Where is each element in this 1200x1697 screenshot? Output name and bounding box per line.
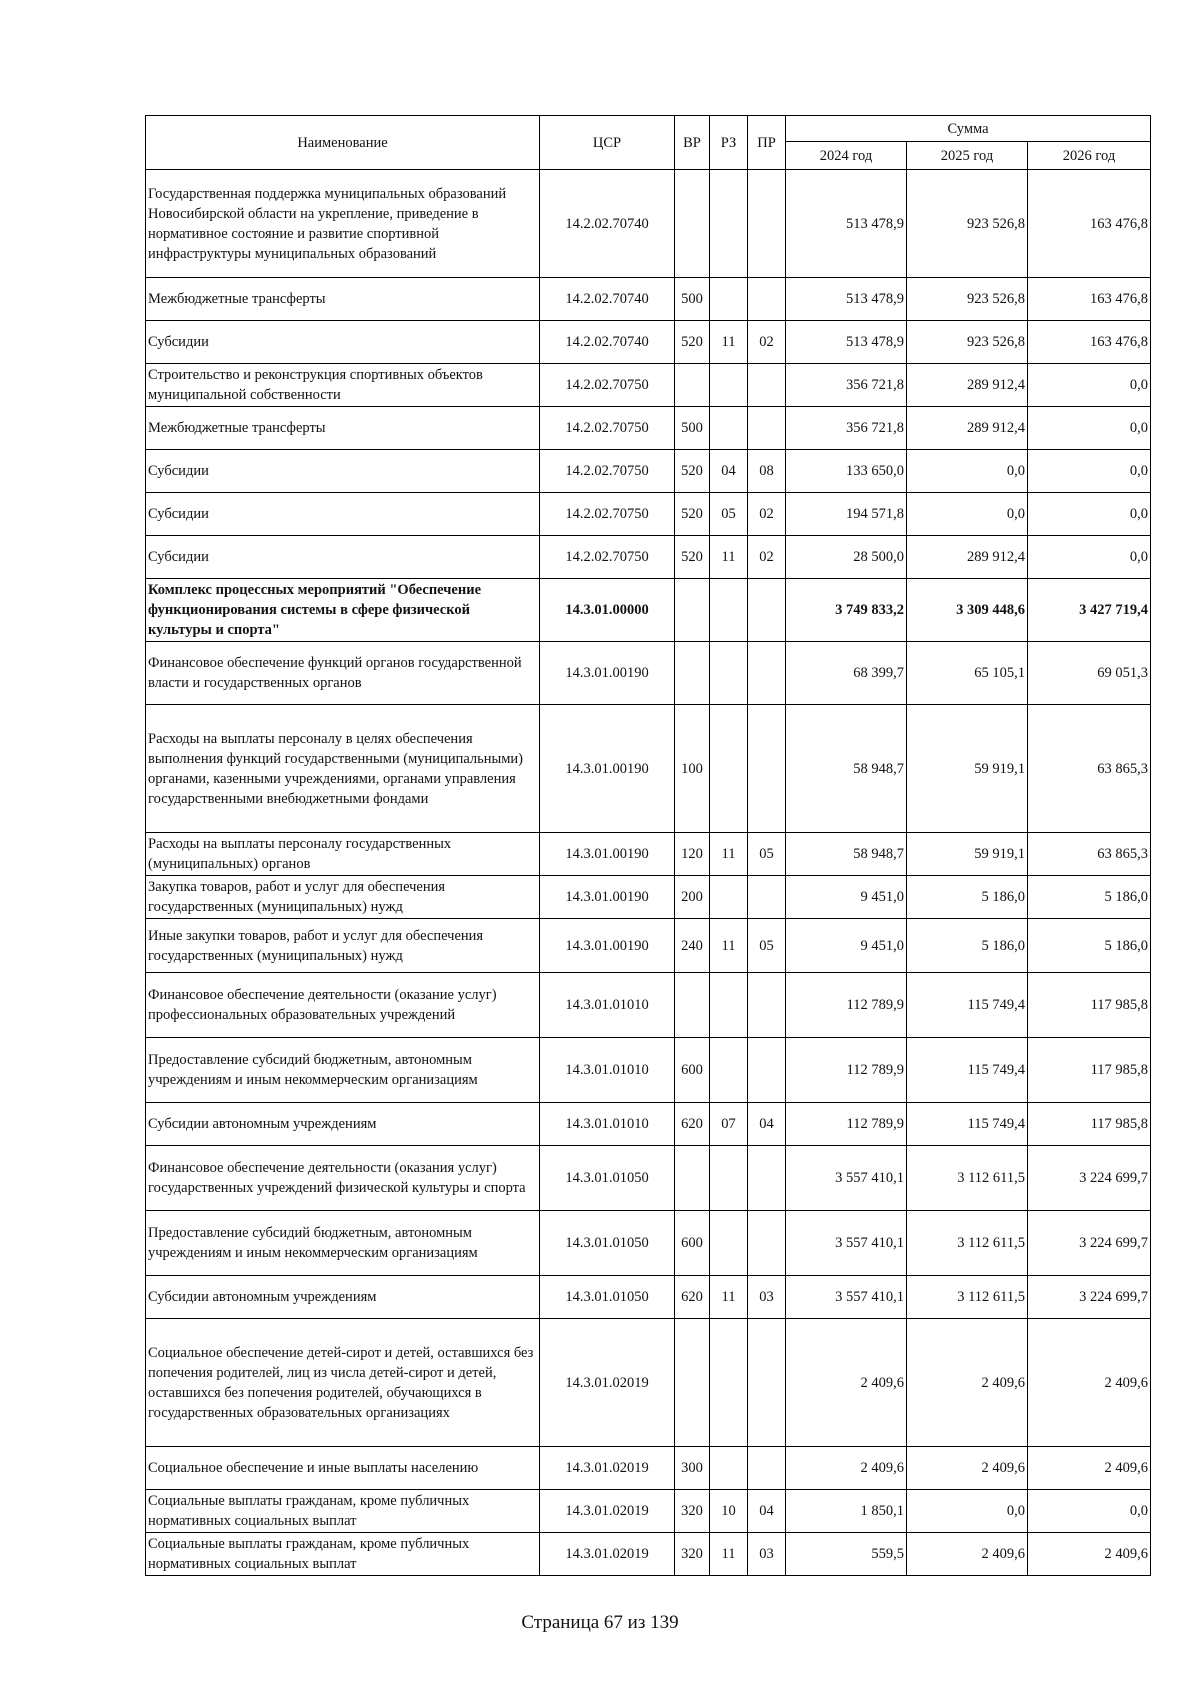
cell-pr: 02: [748, 493, 786, 536]
table-row: [146, 833, 1151, 876]
cell-csr: 14.3.01.00190: [540, 876, 675, 919]
cell-csr: 14.3.01.02019: [540, 1490, 675, 1533]
budget-table: [145, 115, 1151, 1576]
cell-name: Субсидии: [146, 493, 540, 536]
cell-name: Финансовое обеспечение деятельности (оказание услуг) профессиональных образовательных учреждений: [146, 973, 540, 1038]
cell-csr: 14.3.01.01050: [540, 1276, 675, 1319]
cell-y2: 0,0: [907, 450, 1028, 493]
cell-rz: [710, 579, 748, 642]
cell-csr: 14.3.01.00190: [540, 642, 675, 705]
cell-y2: 2 409,6: [907, 1533, 1028, 1576]
cell-csr: 14.3.01.00190: [540, 919, 675, 973]
cell-rz: [710, 705, 748, 833]
cell-rz: [710, 876, 748, 919]
cell-y2: 115 749,4: [907, 1038, 1028, 1103]
cell-y3: 0,0: [1028, 536, 1151, 579]
cell-y2: 289 912,4: [907, 407, 1028, 450]
cell-y3: 117 985,8: [1028, 973, 1151, 1038]
cell-name: Субсидии автономным учреждениям: [146, 1276, 540, 1319]
cell-rz: [710, 973, 748, 1038]
cell-y2: 115 749,4: [907, 973, 1028, 1038]
cell-rz: 11: [710, 1276, 748, 1319]
cell-rz: [710, 1038, 748, 1103]
cell-pr: 02: [748, 321, 786, 364]
cell-y1: 3 749 833,2: [786, 579, 907, 642]
cell-vr: 200: [675, 876, 710, 919]
table-row: [146, 705, 1151, 833]
cell-name: Расходы на выплаты персоналу в целях обеспечения выполнения функций государственными (муниципальными) органами, казенными учреждениями, органами управления государственными внебюджетными фондами: [146, 705, 540, 833]
col-header-2024: 2024 год: [786, 142, 907, 170]
cell-rz: [710, 278, 748, 321]
cell-csr: 14.2.02.70750: [540, 536, 675, 579]
cell-pr: 05: [748, 833, 786, 876]
cell-y2: 65 105,1: [907, 642, 1028, 705]
cell-y3: 63 865,3: [1028, 705, 1151, 833]
cell-vr: [675, 1319, 710, 1447]
cell-y1: 513 478,9: [786, 278, 907, 321]
cell-y2: 2 409,6: [907, 1447, 1028, 1490]
table-row: [146, 278, 1151, 321]
cell-csr: 14.2.02.70740: [540, 170, 675, 278]
cell-y2: 5 186,0: [907, 919, 1028, 973]
cell-csr: 14.2.02.70750: [540, 493, 675, 536]
cell-name: Межбюджетные трансферты: [146, 407, 540, 450]
cell-y1: 1 850,1: [786, 1490, 907, 1533]
cell-csr: 14.2.02.70740: [540, 278, 675, 321]
cell-y3: 0,0: [1028, 364, 1151, 407]
cell-csr: 14.2.02.70750: [540, 450, 675, 493]
cell-vr: [675, 364, 710, 407]
col-header-pr: ПР: [748, 116, 786, 170]
cell-vr: [675, 973, 710, 1038]
cell-rz: [710, 170, 748, 278]
page-number: Страница 67 из 139: [521, 1612, 679, 1633]
cell-rz: 11: [710, 833, 748, 876]
cell-vr: 520: [675, 321, 710, 364]
cell-y2: 59 919,1: [907, 833, 1028, 876]
cell-csr: 14.3.01.01010: [540, 973, 675, 1038]
table-row: [146, 536, 1151, 579]
cell-y3: 3 427 719,4: [1028, 579, 1151, 642]
cell-name: Расходы на выплаты персоналу государственных (муниципальных) органов: [146, 833, 540, 876]
cell-y2: 59 919,1: [907, 705, 1028, 833]
table-row: [146, 407, 1151, 450]
cell-csr: 14.2.02.70740: [540, 321, 675, 364]
cell-vr: [675, 642, 710, 705]
cell-y1: 3 557 410,1: [786, 1211, 907, 1276]
cell-csr: 14.3.01.00000: [540, 579, 675, 642]
cell-y3: 69 051,3: [1028, 642, 1151, 705]
cell-name: Закупка товаров, работ и услуг для обеспечения государственных (муниципальных) нужд: [146, 876, 540, 919]
cell-y1: 356 721,8: [786, 407, 907, 450]
cell-pr: [748, 973, 786, 1038]
cell-rz: 07: [710, 1103, 748, 1146]
cell-y2: 5 186,0: [907, 876, 1028, 919]
cell-csr: 14.3.01.01050: [540, 1211, 675, 1276]
cell-csr: 14.3.01.00190: [540, 705, 675, 833]
cell-pr: [748, 170, 786, 278]
cell-csr: 14.3.01.02019: [540, 1533, 675, 1576]
cell-vr: [675, 1146, 710, 1211]
cell-y3: 2 409,6: [1028, 1533, 1151, 1576]
col-header-vr: ВР: [675, 116, 710, 170]
cell-name: Субсидии: [146, 450, 540, 493]
table-row: [146, 450, 1151, 493]
cell-y1: 2 409,6: [786, 1319, 907, 1447]
cell-y3: 5 186,0: [1028, 876, 1151, 919]
cell-y2: 923 526,8: [907, 321, 1028, 364]
cell-name: Строительство и реконструкция спортивных объектов муниципальной собственности: [146, 364, 540, 407]
cell-name: Субсидии: [146, 321, 540, 364]
cell-y1: 9 451,0: [786, 919, 907, 973]
table-row: [146, 973, 1151, 1038]
cell-pr: [748, 579, 786, 642]
table-row: [146, 364, 1151, 407]
cell-y1: 133 650,0: [786, 450, 907, 493]
col-header-csr: ЦСР: [540, 116, 675, 170]
cell-vr: [675, 170, 710, 278]
cell-vr: 620: [675, 1276, 710, 1319]
cell-pr: 03: [748, 1533, 786, 1576]
table-row: [146, 1146, 1151, 1211]
cell-y2: 115 749,4: [907, 1103, 1028, 1146]
cell-rz: 05: [710, 493, 748, 536]
table-row: [146, 1276, 1151, 1319]
cell-rz: [710, 1447, 748, 1490]
cell-y1: 513 478,9: [786, 170, 907, 278]
cell-name: Социальное обеспечение и иные выплаты населению: [146, 1447, 540, 1490]
cell-y3: 5 186,0: [1028, 919, 1151, 973]
cell-vr: 520: [675, 493, 710, 536]
cell-name: Социальные выплаты гражданам, кроме публичных нормативных социальных выплат: [146, 1490, 540, 1533]
cell-y1: 194 571,8: [786, 493, 907, 536]
cell-name: Социальные выплаты гражданам, кроме публичных нормативных социальных выплат: [146, 1533, 540, 1576]
table-row: [146, 1319, 1151, 1447]
cell-rz: 11: [710, 1533, 748, 1576]
cell-rz: [710, 642, 748, 705]
table-row: [146, 321, 1151, 364]
cell-csr: 14.3.01.01010: [540, 1038, 675, 1103]
cell-y1: 356 721,8: [786, 364, 907, 407]
table-row: [146, 919, 1151, 973]
table-row: [146, 1211, 1151, 1276]
cell-rz: 11: [710, 321, 748, 364]
cell-pr: [748, 364, 786, 407]
cell-y3: 3 224 699,7: [1028, 1276, 1151, 1319]
cell-vr: 600: [675, 1211, 710, 1276]
cell-y1: 58 948,7: [786, 705, 907, 833]
cell-y2: 3 112 611,5: [907, 1211, 1028, 1276]
cell-rz: 10: [710, 1490, 748, 1533]
cell-rz: [710, 1211, 748, 1276]
table-body: [146, 170, 1151, 1576]
cell-vr: 500: [675, 407, 710, 450]
cell-y3: 63 865,3: [1028, 833, 1151, 876]
cell-rz: [710, 1319, 748, 1447]
cell-pr: [748, 278, 786, 321]
cell-csr: 14.3.01.01010: [540, 1103, 675, 1146]
cell-y1: 112 789,9: [786, 973, 907, 1038]
cell-y2: 3 309 448,6: [907, 579, 1028, 642]
cell-pr: [748, 1447, 786, 1490]
cell-vr: 600: [675, 1038, 710, 1103]
cell-y2: 289 912,4: [907, 364, 1028, 407]
cell-y3: 117 985,8: [1028, 1103, 1151, 1146]
cell-name: Предоставление субсидий бюджетным, автономным учреждениям и иным некоммерческим организациям: [146, 1038, 540, 1103]
cell-vr: 520: [675, 450, 710, 493]
table-row: [146, 1103, 1151, 1146]
cell-y1: 9 451,0: [786, 876, 907, 919]
table-row: [146, 1533, 1151, 1576]
cell-vr: 320: [675, 1533, 710, 1576]
cell-y1: 68 399,7: [786, 642, 907, 705]
cell-vr: 620: [675, 1103, 710, 1146]
cell-name: Субсидии: [146, 536, 540, 579]
cell-y1: 112 789,9: [786, 1103, 907, 1146]
cell-y2: 3 112 611,5: [907, 1146, 1028, 1211]
table-row: [146, 1490, 1151, 1533]
cell-y2: 2 409,6: [907, 1319, 1028, 1447]
cell-y1: 559,5: [786, 1533, 907, 1576]
cell-csr: 14.3.01.01050: [540, 1146, 675, 1211]
cell-y3: 163 476,8: [1028, 278, 1151, 321]
cell-pr: [748, 1319, 786, 1447]
cell-y3: 0,0: [1028, 1490, 1151, 1533]
cell-csr: 14.3.01.02019: [540, 1319, 675, 1447]
table-row: [146, 1038, 1151, 1103]
cell-pr: 05: [748, 919, 786, 973]
cell-pr: 02: [748, 536, 786, 579]
cell-vr: 100: [675, 705, 710, 833]
cell-name: Предоставление субсидий бюджетным, автономным учреждениям и иным некоммерческим организациям: [146, 1211, 540, 1276]
cell-name: Субсидии автономным учреждениям: [146, 1103, 540, 1146]
cell-rz: [710, 1146, 748, 1211]
cell-y1: 513 478,9: [786, 321, 907, 364]
cell-y3: 0,0: [1028, 450, 1151, 493]
cell-pr: 03: [748, 1276, 786, 1319]
cell-y1: 3 557 410,1: [786, 1146, 907, 1211]
cell-y3: 3 224 699,7: [1028, 1146, 1151, 1211]
cell-y1: 3 557 410,1: [786, 1276, 907, 1319]
cell-rz: 11: [710, 919, 748, 973]
cell-pr: 08: [748, 450, 786, 493]
cell-vr: 300: [675, 1447, 710, 1490]
cell-name: Иные закупки товаров, работ и услуг для обеспечения государственных (муниципальных) нужд: [146, 919, 540, 973]
cell-pr: [748, 407, 786, 450]
cell-csr: 14.2.02.70750: [540, 407, 675, 450]
cell-csr: 14.3.01.00190: [540, 833, 675, 876]
cell-rz: 11: [710, 536, 748, 579]
cell-name: Социальное обеспечение детей-сирот и детей, оставшихся без попечения родителей, лиц из числа детей-сирот и детей, оставшихся без попечения родителей, обучающихся в государственных образовательных организациях: [146, 1319, 540, 1447]
cell-y3: 2 409,6: [1028, 1319, 1151, 1447]
cell-y2: 923 526,8: [907, 278, 1028, 321]
cell-y3: 0,0: [1028, 407, 1151, 450]
cell-pr: [748, 1146, 786, 1211]
table-row: [146, 493, 1151, 536]
cell-pr: [748, 642, 786, 705]
table-row: [146, 642, 1151, 705]
cell-pr: [748, 1211, 786, 1276]
cell-y3: 2 409,6: [1028, 1447, 1151, 1490]
cell-y3: 163 476,8: [1028, 321, 1151, 364]
table-row: [146, 170, 1151, 278]
cell-y1: 58 948,7: [786, 833, 907, 876]
col-header-2026: 2026 год: [1028, 142, 1151, 170]
col-header-name: Наименование: [146, 116, 540, 170]
cell-name: Межбюджетные трансферты: [146, 278, 540, 321]
cell-y2: 289 912,4: [907, 536, 1028, 579]
cell-pr: [748, 876, 786, 919]
col-header-rz: РЗ: [710, 116, 748, 170]
cell-vr: 240: [675, 919, 710, 973]
cell-rz: [710, 407, 748, 450]
table-header: [146, 116, 1151, 170]
cell-csr: 14.2.02.70750: [540, 364, 675, 407]
cell-y1: 28 500,0: [786, 536, 907, 579]
cell-y3: 0,0: [1028, 493, 1151, 536]
cell-rz: [710, 364, 748, 407]
cell-y3: 117 985,8: [1028, 1038, 1151, 1103]
cell-y1: 2 409,6: [786, 1447, 907, 1490]
cell-y2: 3 112 611,5: [907, 1276, 1028, 1319]
cell-pr: 04: [748, 1103, 786, 1146]
col-header-sum: Сумма: [786, 116, 1151, 142]
cell-name: Финансовое обеспечение функций органов государственной власти и государственных органов: [146, 642, 540, 705]
cell-pr: [748, 1038, 786, 1103]
col-header-2025: 2025 год: [907, 142, 1028, 170]
cell-y2: 0,0: [907, 1490, 1028, 1533]
table-row: [146, 579, 1151, 642]
cell-y2: 0,0: [907, 493, 1028, 536]
cell-vr: 520: [675, 536, 710, 579]
cell-y3: 3 224 699,7: [1028, 1211, 1151, 1276]
cell-name: Комплекс процессных мероприятий "Обеспечение функционирования системы в сфере физической культуры и спорта": [146, 579, 540, 642]
cell-y2: 923 526,8: [907, 170, 1028, 278]
table-row: [146, 1447, 1151, 1490]
table-row: [146, 876, 1151, 919]
cell-csr: 14.3.01.02019: [540, 1447, 675, 1490]
cell-vr: 500: [675, 278, 710, 321]
cell-y3: 163 476,8: [1028, 170, 1151, 278]
cell-vr: [675, 579, 710, 642]
cell-name: Государственная поддержка муниципальных образований Новосибирской области на укрепление, приведение в нормативное состояние и развитие спортивной инфраструктуры муниципальных образований: [146, 170, 540, 278]
cell-vr: 320: [675, 1490, 710, 1533]
cell-vr: 120: [675, 833, 710, 876]
cell-y1: 112 789,9: [786, 1038, 907, 1103]
cell-pr: [748, 705, 786, 833]
cell-rz: 04: [710, 450, 748, 493]
cell-name: Финансовое обеспечение деятельности (оказания услуг) государственных учреждений физической культуры и спорта: [146, 1146, 540, 1211]
cell-pr: 04: [748, 1490, 786, 1533]
